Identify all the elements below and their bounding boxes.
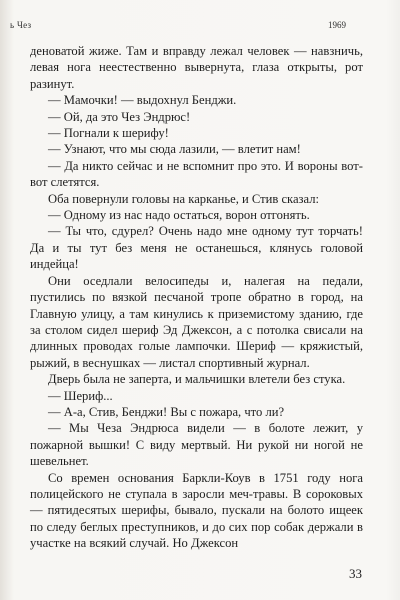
paragraph: — Узнают, что мы сюда лазили, — влетит нам! [48, 142, 301, 157]
paragraph: — Ой, да это Чез Эндрюс! [48, 109, 191, 124]
body-text [30, 43, 363, 552]
paragraph: Дверь была не заперта, и мальчишки влетели без стука. [48, 372, 346, 387]
running-head-left: ь Чез [10, 20, 32, 30]
paragraph: Со времен основания Баркли-Коув в 1751 году нога полицейского не ступала в заросли меч-травы. В сороковых — пятидесятых шерифы, бывало, пускали на болото ищеек по следу беглых преступников, и до сих пор собак держали в участке на всякий случай. Но Джексон [30, 470, 363, 551]
paragraph: — Ты что, сдурел? Очень надо мне одному тут торчать! Да и ты тут без меня не останешься, клянусь головой индейца! [30, 224, 363, 272]
running-head-year: 1969 [328, 20, 346, 30]
paragraph: Оба повернули головы на карканье, и Стив сказал: [48, 191, 320, 206]
paragraph: — Одному из нас надо остаться, ворон отгонять. [48, 208, 310, 223]
paragraph: — Шериф... [48, 388, 113, 403]
paragraph: — Да никто сейчас и не вспомнит про это. И вороны вот-вот слетятся. [30, 158, 363, 190]
page-number: 33 [349, 566, 362, 581]
paragraph: — А-а, Стив, Бенджи! Вы с пожара, что ли? [48, 404, 285, 419]
paragraph: деноватой жиже. Там и вправду лежал человек — навзничь, левая нога неестественно вывернута, глаза открыты, рот разинут. [30, 44, 363, 91]
paragraph: — Погнали к шерифу! [48, 126, 169, 141]
paragraph: Они оседлали велосипеды и, налегая на педали, пустились по вязкой песчаной тропе обратно в город, на Главную улицу, а там кинулись к приземистому зданию, где за столом сидел шериф Эд Джексон, а с потолка свисали на длинных проводах голые лампочки. Шериф — кряжистый, рыжий, в веснушках — листал спортивный журнал. [30, 273, 363, 370]
paragraph: — Мы Чеза Эндрюса видели — в болоте лежит, у пожарной вышки! С виду мертвый. Ни рукой ни ногой не шевельнет. [30, 421, 363, 469]
paragraph: — Мамочки! — выдохнул Бенджи. [48, 93, 237, 108]
